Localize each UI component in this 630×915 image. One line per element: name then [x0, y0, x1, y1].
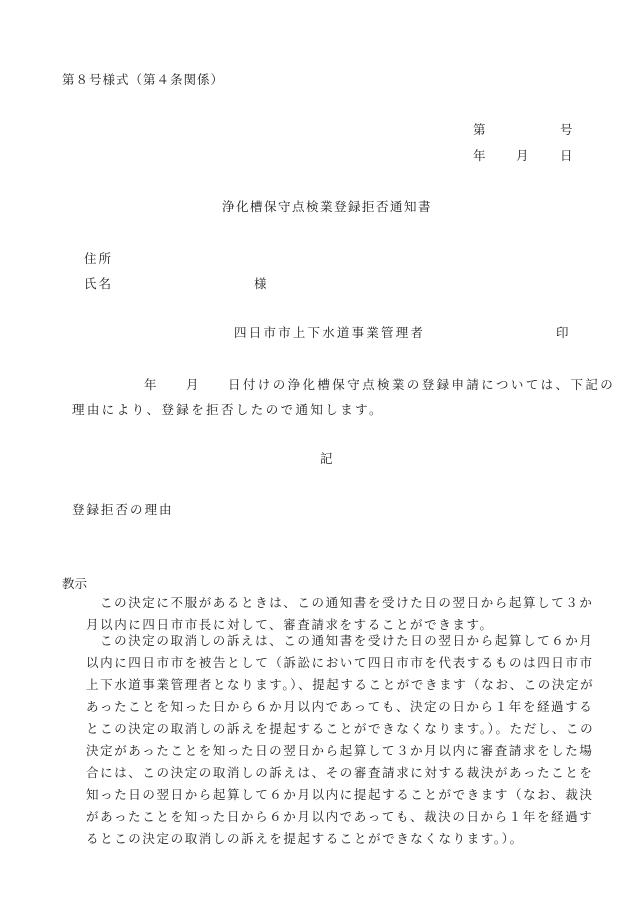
document-number-label: 第	[473, 122, 486, 137]
recipient-address-label: 住所	[84, 251, 114, 266]
instruction-paragraph-2	[86, 630, 594, 850]
instruction-p2-line: 知った日の翌日から起算して６か月以内に提起することができます（なお、裁決	[86, 787, 594, 802]
instruction-p2-line: があったことを知った日から６か月以内であっても、裁決の日から１年を経過す	[86, 809, 594, 824]
instruction-heading: 教示	[62, 576, 88, 591]
instruction-p2-line: 決定があったことを知った日の翌日から起算して３か月以内に審査請求をした場	[86, 743, 594, 758]
body-year-label: 年	[144, 377, 157, 392]
date-day-label: 日	[560, 148, 573, 163]
instruction-p1-line: 月以内に四日市市長に対して、審査請求をすることができます。	[86, 617, 494, 632]
form-number-header: 第８号様式（第４条関係）	[62, 72, 225, 87]
body-text-line-2: 理由により、登録を拒否したので通知します。	[72, 402, 384, 417]
document-number-suffix: 号	[560, 122, 573, 137]
date-year-label: 年	[473, 148, 486, 163]
ki-notation: 記	[320, 451, 333, 466]
instruction-p2-line: とこの決定の取消しの訴えを提起することができなくなります。）。ただし、この	[86, 721, 595, 736]
recipient-name-label: 氏名	[84, 276, 114, 291]
instruction-p2-line: あったことを知った日から６か月以内であっても、決定の日から１年を経過する	[86, 699, 594, 714]
issuer-name: 四日市市上下水道事業管理者	[234, 325, 426, 340]
document-title: 浄化槽保守点検業登録拒否通知書	[222, 199, 433, 214]
recipient-honorific: 様	[254, 276, 267, 291]
reason-label: 登録拒否の理由	[72, 502, 174, 517]
instruction-p2-line: この決定の取消しの訴えは、この通知書を受けた日の翌日から起算して６か月	[100, 633, 594, 648]
instruction-p2-line: 以内に四日市市を被告として（訴訟において四日市市を代表するものは四日市市	[86, 655, 594, 670]
instruction-p2-line: るとこの決定の取消しの訴えを提起することができなくなります。）。	[86, 831, 524, 846]
date-month-label: 月	[516, 148, 529, 163]
issuer-seal: 印	[556, 325, 569, 340]
instruction-p2-line: 上下水道事業管理者となります。）、提起することができます（なお、この決定が	[86, 677, 595, 692]
instruction-p2-line: 合には、この決定の取消しの訴えは、その審査請求に対する裁決があったことを	[86, 765, 594, 780]
body-month-label: 月	[186, 377, 199, 392]
body-text-line-1: 日付けの浄化槽保守点検業の登録申請については、下記の	[228, 377, 616, 392]
instruction-p1-line: この決定に不服があるときは、この通知書を受けた日の翌日から起算して３か	[100, 595, 594, 610]
